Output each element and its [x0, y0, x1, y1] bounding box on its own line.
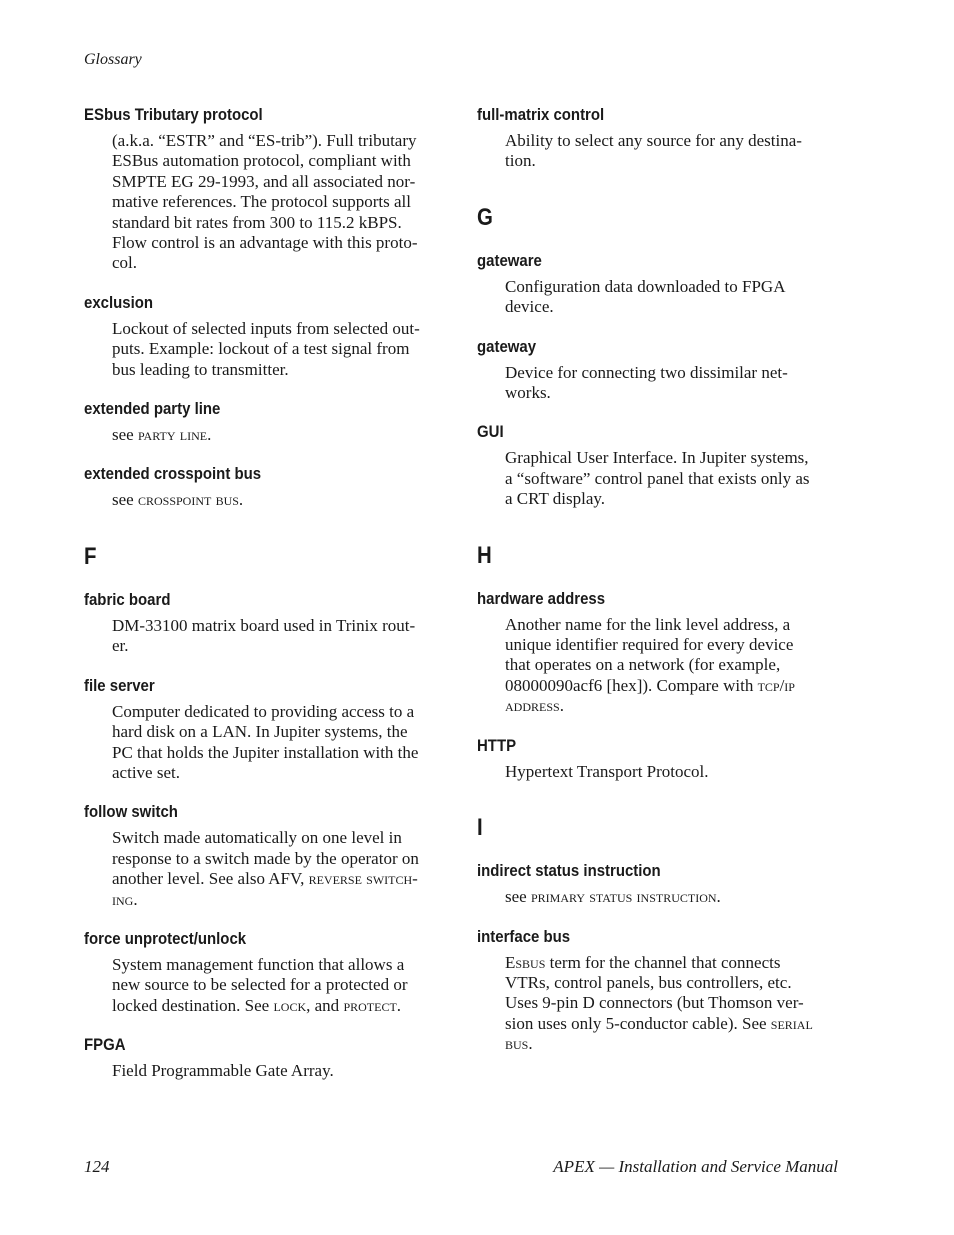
glossary-entry: [84, 928, 452, 1034]
cross-reference: party line: [137, 425, 208, 445]
glossary-term: gateway: [477, 336, 537, 356]
glossary-definition: Device for connecting two dissimilar net- works.: [505, 362, 788, 403]
glossary-term: hardware address: [477, 588, 606, 608]
glossary-entry: [84, 1034, 452, 1099]
glossary-entry: [84, 463, 452, 528]
glossary-entry: [477, 421, 845, 527]
glossary-definition: Configuration data downloaded to FPGA device.: [505, 276, 786, 317]
glossary-entry: [477, 588, 845, 735]
glossary-entry: [477, 336, 845, 422]
glossary-term: file server: [84, 675, 155, 695]
glossary-entry: [84, 292, 452, 398]
glossary-definition: see crosspoint bus.: [112, 490, 244, 510]
glossary-definition: see primary status instruction.: [505, 887, 721, 907]
cross-reference: protect: [343, 995, 397, 1015]
glossary-entry: [84, 398, 452, 463]
glossary-entry: [477, 926, 845, 1073]
glossary-term: ESbus Tributary protocol: [84, 105, 263, 124]
glossary-term: fabric board: [84, 589, 171, 609]
glossary-definition: Lockout of selected inputs from selected out- puts. Example: lockout of a test signal from bus leading to transmitter.: [112, 318, 420, 379]
section-letter: H: [477, 541, 492, 569]
cross-reference: lock: [273, 995, 307, 1015]
glossary-definition: Graphical User Interface. In Jupiter systems, a “software” control panel that exists only as a CRT display.: [505, 448, 810, 509]
glossary-definition: see party line.: [112, 425, 212, 445]
glossary-term: exclusion: [84, 292, 154, 312]
glossary-definition: Field Programmable Gate Array.: [112, 1061, 334, 1081]
glossary-term: interface bus: [477, 926, 571, 946]
glossary-entry: [84, 589, 452, 675]
glossary-entry: [477, 104, 845, 190]
manual-title: APEX — Installation and Service Manual: [553, 1157, 838, 1176]
glossary-definition: Another name for the link level address, a unique identifier required for every device that operates on a network (for example, 08000090acf6 [hex]). Compare with tcp/ip address.: [505, 614, 795, 716]
cross-reference: crosspoint bus: [137, 490, 239, 510]
glossary-definition: Switch made automatically on one level in response to a switch made by the operator on another level. See also AFV, reverse switch- ing.: [112, 828, 419, 909]
glossary-definition: Esbus term for the channel that connects VTRs, control panels, bus controllers, etc. Uses 9-pin D connectors (but Thomson ver- sion uses only 5-conductor cable). See serial bus.: [505, 952, 813, 1054]
glossary-term: HTTP: [477, 735, 517, 755]
page-number: 124: [84, 1157, 110, 1176]
glossary-term: GUI: [477, 422, 504, 442]
right-column: [477, 104, 845, 1073]
glossary-definition: Hypertext Transport Protocol.: [505, 761, 709, 781]
glossary-entry: [84, 675, 452, 802]
glossary-definition: DM-33100 matrix board used in Trinix rout- er.: [112, 615, 416, 656]
glossary-definition: (a.k.a. “ESTR” and “ES-trib”). Full tributary ESBus automation protocol, compliant with SMPTE EG 29-1993, and all associated nor- mative references. The protocol supports all standard bit rates from 300 to 115.2 kBPS. Flow control is an advantage with this proto- col.: [112, 131, 418, 273]
glossary-term: extended crosspoint bus: [84, 464, 262, 484]
glossary-term: force unprotect/unlock: [84, 928, 247, 948]
cross-reference: address: [505, 696, 560, 716]
glossary-entry: [477, 735, 845, 800]
glossary-entry: [84, 104, 452, 292]
glossary-term: extended party line: [84, 399, 221, 419]
cross-reference: primary status instruction: [530, 887, 717, 907]
glossary-entry: [477, 250, 845, 336]
glossary-definition: Computer dedicated to providing access to a hard disk on a LAN. In Jupiter systems, the PC that holds the Jupiter installation with the active set.: [112, 701, 419, 782]
cross-reference: ing: [112, 889, 134, 909]
cross-reference: bus: [505, 1034, 529, 1054]
glossary-definition: Ability to select any source for any destina- tion.: [505, 131, 802, 171]
left-column: [84, 104, 452, 1100]
glossary-term: follow switch: [84, 802, 178, 822]
section-letter: F: [84, 542, 97, 570]
glossary-term: indirect status instruction: [477, 861, 661, 881]
glossary-term: full-matrix control: [477, 105, 605, 124]
cross-reference: reverse switch-: [308, 869, 418, 889]
cross-reference: serial: [770, 1013, 813, 1033]
running-header: Glossary: [84, 51, 142, 68]
glossary-entry: [84, 801, 452, 928]
section-letter: G: [477, 203, 493, 231]
cross-reference: Esbus: [505, 952, 546, 972]
glossary-term: gateware: [477, 250, 542, 270]
cross-reference: tcp/ip: [757, 675, 795, 695]
glossary-entry: [477, 860, 845, 925]
section-letter: I: [477, 814, 483, 842]
glossary-definition: System management function that allows a new source to be selected for a protected or locked destination. See lock, and protect.: [112, 954, 408, 1015]
glossary-term: FPGA: [84, 1035, 126, 1055]
